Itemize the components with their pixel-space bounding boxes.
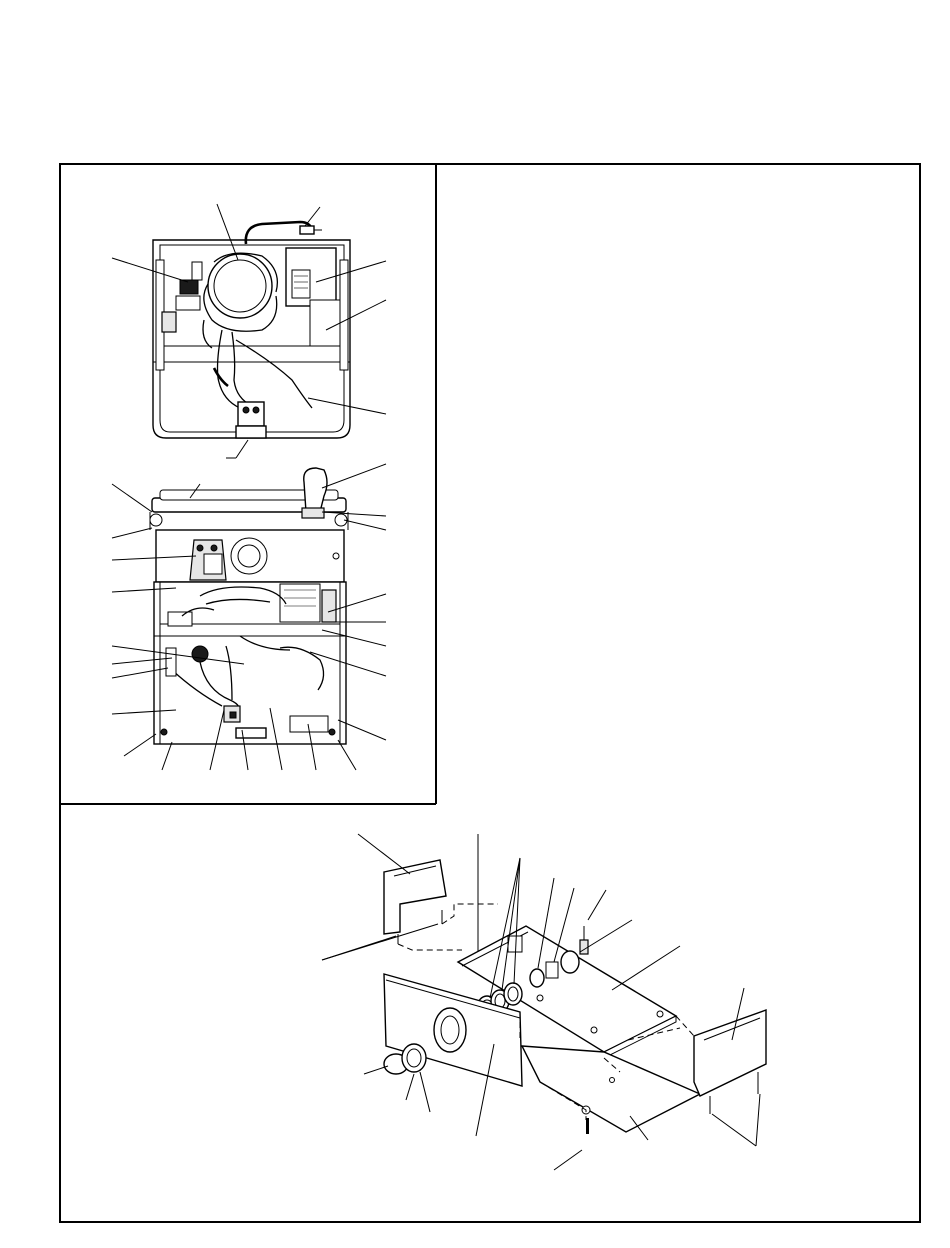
exploded-base-diagram [322, 834, 766, 1170]
front-view-diagram [112, 464, 386, 770]
top-view-diagram [112, 204, 386, 458]
